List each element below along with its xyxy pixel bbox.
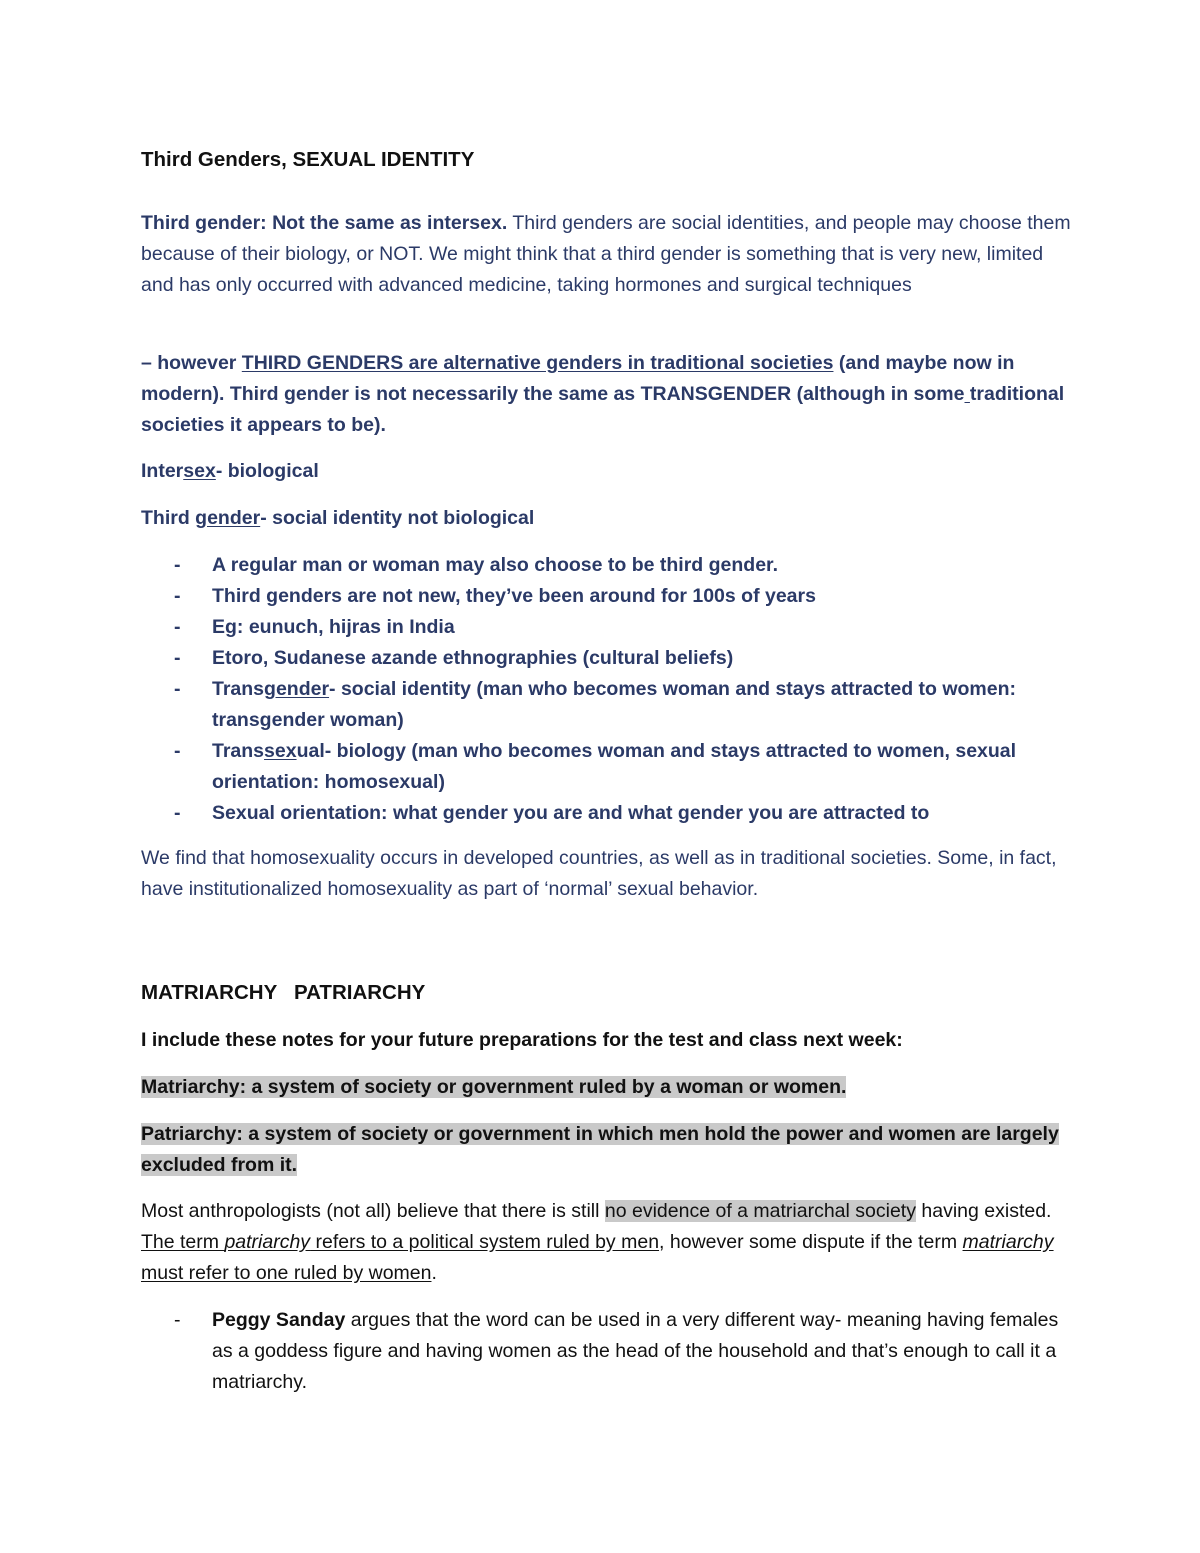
bullet-text: A regular man or woman may also choose to be third gender.: [212, 554, 778, 576]
paragraph-matriarchal-evidence: [141, 1196, 1071, 1289]
third-gender-lead: Third gender: Not the same as intersex.: [141, 212, 508, 234]
sanday-name: Peggy Sanday: [212, 1309, 346, 1331]
list-item: - Transsexual- biology (man who becomes woman and stays attracted to women, sexual orientation: homosexual): [174, 740, 1017, 793]
para2-pre: – however: [141, 352, 242, 374]
para-b: having existed.: [915, 1200, 1052, 1222]
intersex-a: Inter: [141, 460, 184, 482]
third-gender-bullet-list: [141, 550, 1071, 829]
bullet-text-b: sex: [264, 740, 297, 762]
list-item: - Peggy Sanday argues that the word can be used in a very different way- meaning having females as a goddess figure and having women as the head of the household and that’s enough to call it a matriarchy.: [174, 1309, 1059, 1393]
intersex-b: sex: [183, 460, 216, 482]
patriarchy-definition-text: Patriarchy: a system of society or government in which men hold the power and women are largely excluded from it.: [141, 1123, 1059, 1176]
paragraph-third-genders-traditional: [141, 348, 1071, 441]
matriarchy-definition: [141, 1072, 1071, 1103]
u1a: The term: [141, 1231, 225, 1253]
intersex-c: - biological: [215, 460, 319, 482]
list-item: - Eg: eunuch, hijras in India: [174, 616, 455, 638]
para-underline-1: [141, 1231, 659, 1253]
para-highlight: no evidence of a matriarchal society: [604, 1200, 916, 1222]
paragraph-third-gender-definition: [141, 208, 1071, 301]
bullet-text-c: ual- biology (man who becomes woman and stays attracted to women, sexual orientation: homosexual): [212, 740, 1017, 793]
thirdgender-a: Third: [141, 507, 196, 529]
bullet-text-a: Trans: [212, 740, 265, 762]
bullet-text-c: - social identity (man who becomes woman and stays attracted to women: transgender woman): [212, 678, 1017, 731]
bullet-text-a: Trans: [212, 678, 265, 700]
list-item: - Transgender- social identity (man who becomes woman and stays attracted to women: transgender woman): [174, 678, 1017, 731]
u2b: must refer to one ruled by women: [141, 1262, 432, 1284]
list-item: - Etoro, Sudanese azande ethnographies (cultural beliefs): [174, 647, 734, 669]
bullet-text: Eg: eunuch, hijras in India: [212, 616, 455, 638]
sanday-text: argues that the word can be used in a very different way- meaning having females as a goddess figure and having women as the head of the household and that’s enough to call it a matriarchy.: [212, 1309, 1059, 1393]
section-heading-matriarchy-patriarchy: MATRIARCHY PATRIARCHY: [141, 981, 426, 1004]
list-item: - A regular man or woman may also choose to be third gender.: [174, 554, 778, 576]
intersex-line: [141, 456, 1071, 487]
sanday-bullet-list: [141, 1305, 1071, 1398]
third-gender-body: Third genders are social identities, and people may choose them because of their biology, or NOT. We might think that a third gender is something that is very new, limited and has only occurred with advanced medicine, taking hormones and surgical techniques: [141, 212, 1071, 296]
thirdgender-b: gender: [195, 507, 261, 529]
list-item: - Sexual orientation: what gender you are and what gender you are attracted to: [174, 802, 930, 824]
matriarchy-definition-text: Matriarchy: a system of society or government ruled by a woman or women.: [141, 1076, 847, 1098]
bullet-text: Third genders are not new, they’ve been around for 100s of years: [212, 585, 816, 607]
third-gender-line: [141, 503, 1071, 534]
bullet-text: Etoro, Sudanese azande ethnographies (cultural beliefs): [212, 647, 734, 669]
u1i: patriarchy: [224, 1231, 311, 1253]
bullet-text: Sexual orientation: what gender you are and what gender you are attracted to: [212, 802, 930, 824]
u2i: matriarchy: [962, 1231, 1054, 1253]
list-item: - Third genders are not new, they’ve been around for 100s of years: [174, 585, 816, 607]
para-a: Most anthropologists (not all) believe that there is still: [141, 1200, 605, 1222]
section-heading-third-genders: Third Genders, SEXUAL IDENTITY: [141, 148, 475, 171]
para2-post: (and maybe now in modern). Third gender is not necessarily the same as TRANSGENDER (although in some: [141, 352, 1015, 405]
para2-end: traditional societies it appears to be).: [141, 383, 1065, 436]
u1b: refers to a political system ruled by men: [310, 1231, 660, 1253]
matriarchy-intro: I include these notes for your future preparations for the test and class next week:: [141, 1029, 903, 1051]
paragraph-homosexuality: We find that homosexuality occurs in developed countries, as well as in traditional societies. Some, in fact, have institutionalized homosexuality as part of ‘normal’ sexual behavior.: [141, 847, 1057, 900]
patriarchy-definition: [141, 1119, 1071, 1181]
para-d: .: [431, 1262, 437, 1284]
bullet-text-b: gender: [264, 678, 330, 700]
thirdgender-c: - social identity not biological: [260, 507, 535, 529]
para2-underlined: THIRD GENDERS are alternative genders in traditional societies: [241, 352, 834, 374]
para-c: , however some dispute if the term: [659, 1231, 963, 1253]
